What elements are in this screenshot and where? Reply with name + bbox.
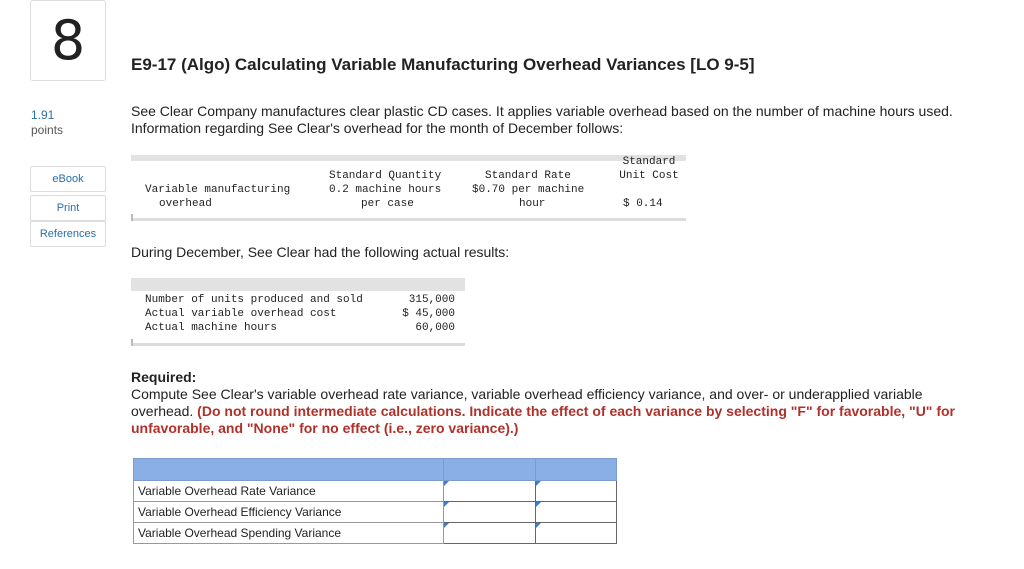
std-unit-cost-header-2: Unit Cost	[619, 170, 679, 182]
std-rate-header: Standard Rate	[485, 170, 571, 182]
input-flag-icon	[444, 523, 449, 528]
efficiency-variance-effect-cell[interactable]	[536, 502, 617, 523]
rate-variance-amount-cell[interactable]	[444, 481, 536, 502]
actual-row-label: Actual machine hours	[145, 322, 278, 334]
table-bottom-rule	[131, 218, 686, 221]
intro-text	[131, 103, 1001, 137]
spending-variance-amount-cell[interactable]	[444, 523, 536, 544]
rate-variance-effect-cell[interactable]	[536, 481, 617, 502]
actual-row-value: 60,000	[415, 322, 455, 334]
row-label-line-2: overhead	[159, 198, 212, 210]
dropdown-flag-icon	[536, 502, 541, 507]
std-unit-cost-header-1: Standard	[622, 156, 676, 168]
question-number: 8	[50, 9, 86, 72]
question-number-box	[30, 0, 106, 81]
input-flag-icon	[444, 481, 449, 486]
required-heading: Required:	[131, 369, 197, 385]
intro-line-1: See Clear Company manufactures clear plastic CD cases. It applies variable overhead based on the number of machine hours used.	[131, 103, 953, 119]
efficiency-variance-effect-select[interactable]	[536, 502, 620, 522]
std-qty-header: Standard Quantity	[329, 170, 442, 182]
answer-row-efficiency-variance	[134, 502, 617, 523]
std-unit-cost-value: $ 0.14	[623, 198, 663, 210]
required-text: Compute See Clear's variable overhead rate variance, variable overhead efficiency variance, and over- or underapplied variable overhead.	[131, 386, 923, 419]
answer-row-rate-variance	[134, 481, 617, 502]
actual-row-label: Number of units produced and sold	[145, 294, 363, 306]
points-value: 1.91	[31, 108, 55, 122]
table-header-band	[131, 155, 686, 161]
table-header-band	[131, 278, 465, 291]
required-section	[131, 369, 981, 437]
standards-table	[131, 155, 686, 221]
ebook-button[interactable]: eBook	[30, 166, 106, 192]
dropdown-flag-icon	[536, 481, 541, 486]
std-rate-line-2: hour	[519, 198, 546, 210]
actual-row-value: 315,000	[408, 294, 455, 306]
answer-table	[133, 458, 617, 544]
answer-row-label: Variable Overhead Spending Variance	[134, 523, 444, 544]
table-corner-tick	[131, 214, 133, 221]
dropdown-flag-icon	[536, 523, 541, 528]
answer-row-label: Variable Overhead Efficiency Variance	[134, 502, 444, 523]
question-title: E9-17 (Algo) Calculating Variable Manufacturing Overhead Variances [LO 9-5]	[131, 55, 755, 74]
points-label: points	[31, 123, 64, 137]
table-bottom-rule	[131, 343, 465, 346]
references-button[interactable]: References	[30, 221, 106, 247]
row-label-line-1: Variable manufacturing	[145, 184, 291, 196]
rate-variance-amount-input[interactable]	[444, 481, 539, 501]
spending-variance-amount-input[interactable]	[444, 523, 539, 543]
efficiency-variance-amount-cell[interactable]	[444, 502, 536, 523]
std-qty-line-2: per case	[361, 198, 414, 210]
answer-table-header	[134, 459, 617, 481]
actual-results-table	[131, 278, 465, 346]
points-block	[31, 108, 63, 138]
actual-row-label: Actual variable overhead cost	[145, 308, 337, 320]
rate-variance-effect-select[interactable]	[536, 481, 620, 501]
print-button[interactable]: Print	[30, 195, 106, 221]
std-qty-line-1: 0.2 machine hours	[329, 184, 442, 196]
input-flag-icon	[444, 502, 449, 507]
actual-intro: During December, See Clear had the following actual results:	[131, 244, 510, 260]
std-rate-line-1: $0.70 per machine	[472, 184, 585, 196]
spending-variance-effect-cell[interactable]	[536, 523, 617, 544]
answer-row-label: Variable Overhead Rate Variance	[134, 481, 444, 502]
required-instruction: (Do not round intermediate calculations. Indicate the effect of each variance by selecting "F" for favorable, "U" for unfavorable, and "None" for no effect (i.e., zero variance).)	[131, 403, 955, 436]
answer-row-spending-variance	[134, 523, 617, 544]
efficiency-variance-amount-input[interactable]	[444, 502, 539, 522]
actual-row-value: $ 45,000	[402, 308, 455, 320]
spending-variance-effect-select[interactable]	[536, 523, 620, 543]
table-corner-tick	[131, 339, 133, 346]
intro-line-2: Information regarding See Clear's overhead for the month of December follows:	[131, 120, 624, 136]
